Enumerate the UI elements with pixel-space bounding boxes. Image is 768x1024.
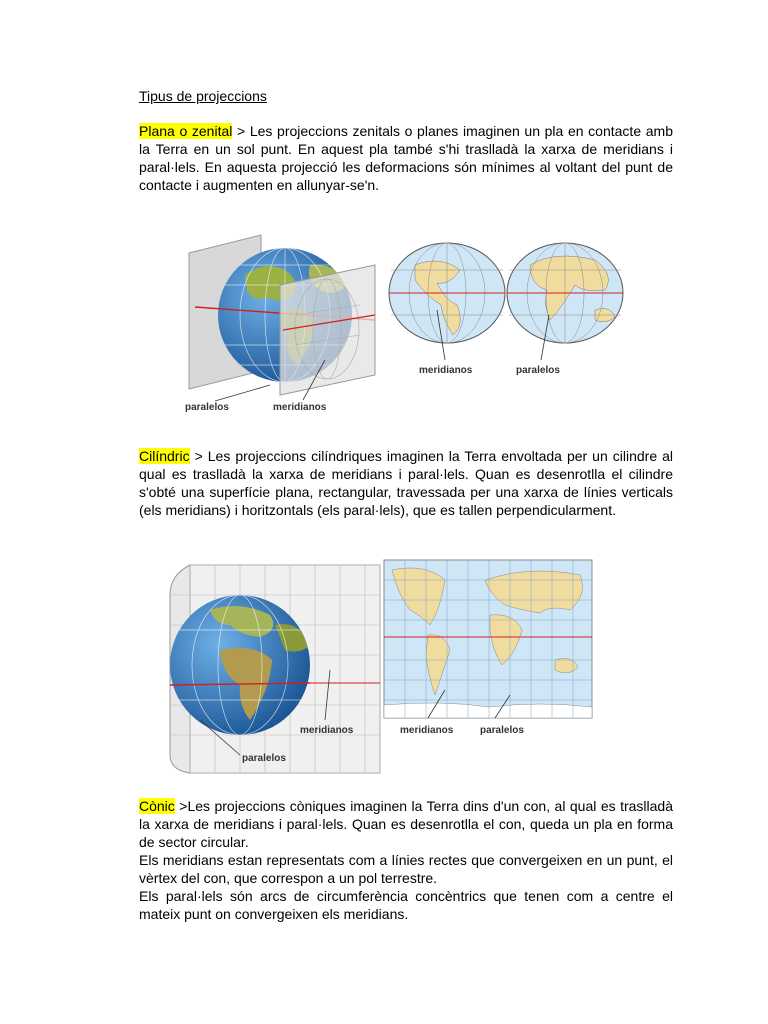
term-separator: > <box>189 448 208 464</box>
section-text-2: Els meridians estan representats com a línies rectes que convergeixen en un punt, el vèrtex del con, que correspon a un pol terrestre. <box>139 852 673 886</box>
section-zenital-paragraph <box>139 122 673 194</box>
label-meridianos: meridianos <box>273 402 327 413</box>
flat-hemispheres <box>389 243 623 343</box>
section-conic-paragraph <box>139 797 673 923</box>
section-text-3: Els paral·lels són arcs de circumferència concèntrics que tenen com a centre el mateix punt on convergeixen els meridians. <box>139 888 673 922</box>
term-separator: > <box>232 123 250 139</box>
section-text: Les projeccions còniques imaginen la Terra dins d'un con, al qual es traslladà la xarxa de meridians i paral·lels. Quan es desenrotlla el con, queda un pla en forma de sector circular. <box>139 798 673 850</box>
cylindrical-projection-figure <box>160 555 600 775</box>
right-projection-plane <box>280 265 375 395</box>
label-paralelos-map: paralelos <box>480 725 524 736</box>
label-paralelos: paralelos <box>242 753 286 764</box>
label-paralelos: paralelos <box>185 402 229 413</box>
section-text: Les projeccions zenitals o planes imaginen un pla en contacte amb la Terra en un sol punt. En aquest pla també s'hi traslladà la xarxa de meridians i paral·lels. En aquesta projecció les deformacions són mínimes al voltant del punt de contacte i augmenten en allunyar-se'n. <box>139 123 673 193</box>
zenital-projection-figure <box>175 225 625 420</box>
page-title: Tipus de projeccions <box>139 88 267 104</box>
section-text: Les projeccions cilíndriques imaginen la Terra envoltada per un cilindre al qual es traslladà la xarxa de meridians i paral·lels. Quan es desenrotlla el cilindre s'obté una superfície plana, rectangular, travessada per una xarxa de línies verticals (els meridians) i horitzontals (els paral·lels), que es tallen perpendicularment. <box>139 448 673 518</box>
label-meridianos-map: meridianos <box>400 725 454 736</box>
term-highlight: Cilíndric <box>139 448 190 464</box>
section-cilindric-paragraph <box>139 447 673 519</box>
term-highlight: Cònic <box>139 798 175 814</box>
label-meridianos-map: meridianos <box>419 365 473 376</box>
label-paralelos-map: paralelos <box>516 365 560 376</box>
term-highlight: Plana o zenital <box>139 123 233 139</box>
term-separator: > <box>174 798 188 814</box>
label-meridianos: meridianos <box>300 725 354 736</box>
